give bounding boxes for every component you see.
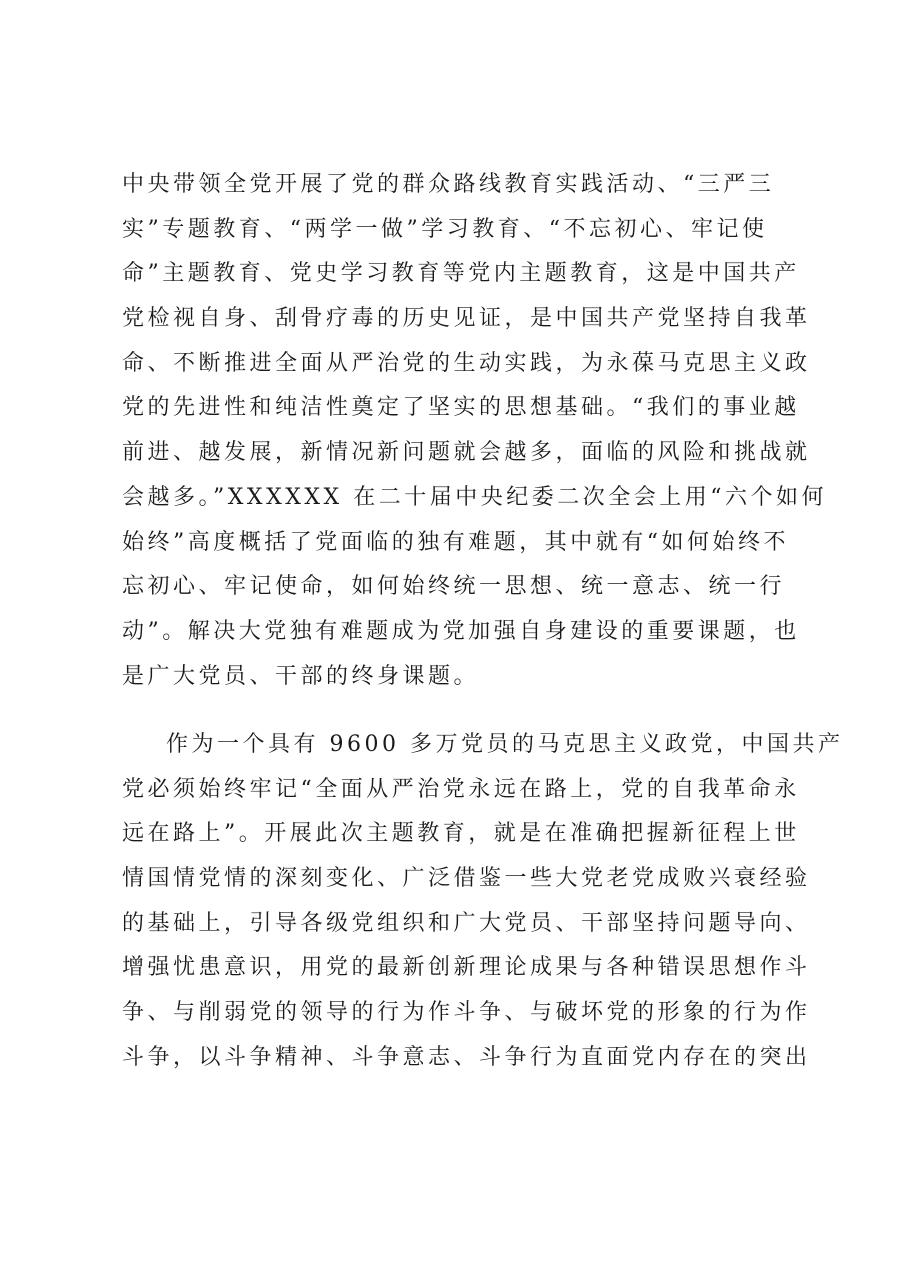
paragraph-line: 中央带领全党开展了党的群众路线教育实践活动、“三严三 bbox=[122, 172, 775, 197]
paragraph-line: 动”。解决大党独有难题成为党加强自身建设的重要课题，也 bbox=[122, 618, 800, 644]
paragraph-line: 忘初心、牢记使命，如何始终统一思想、统一意志、统一行 bbox=[122, 574, 786, 600]
paragraph-line: 命、不断推进全面从严治党的生动实践，为永葆马克思主义政 bbox=[122, 350, 811, 376]
paragraph-line: 命”主题教育、党史学习教育等党内主题教育，这是中国共产 bbox=[122, 261, 800, 287]
paragraph-1 bbox=[122, 163, 827, 699]
paragraph-line: 是广大党员、干部的终身课题。 bbox=[122, 663, 480, 689]
paragraph-line: 的基础上，引导各级党组织和广大党员、干部坚持问题导向、 bbox=[122, 910, 811, 936]
paragraph-line: 斗争，以斗争精神、斗争意志、斗争行为直面党内存在的突出 bbox=[122, 1044, 811, 1070]
paragraph-line: 争、与削弱党的领导的行为作斗争、与破坏党的形象的行为作 bbox=[122, 1000, 811, 1026]
paragraph-line: 党检视自身、刮骨疗毒的历史见证，是中国共产党坚持自我革 bbox=[122, 306, 811, 332]
paragraph-2 bbox=[122, 723, 844, 1081]
paragraph-line: 始终”高度概括了党面临的独有难题，其中就有“如何始终不 bbox=[122, 529, 789, 555]
paragraph-line: 党必须始终牢记“全面从严治党永远在路上，党的自我革命永 bbox=[122, 776, 800, 802]
paragraph-line: 前进、越发展，新情况新问题就会越多，面临的风险和挑战就 bbox=[122, 440, 811, 466]
paragraph-line: 会越多。”XXXXXX 在二十届中央纪委二次全会上用“六个如何 bbox=[122, 484, 827, 510]
paragraph-line: 党的先进性和纯洁性奠定了坚实的思想基础。“我们的事业越 bbox=[122, 395, 800, 421]
paragraph-line: 实”专题教育、“两学一做”学习教育、“不忘初心、牢记使 bbox=[122, 216, 768, 242]
paragraph-first-line: 作为一个具有 9600 多万党员的马克思主义政党，中国共产 bbox=[166, 732, 844, 757]
paragraph-line: 远在路上”。开展此次主题教育，就是在准确把握新征程上世 bbox=[122, 821, 800, 847]
paragraph-line: 增强忧患意识，用党的最新创新理论成果与各种错误思想作斗 bbox=[122, 955, 811, 981]
paragraph-line: 情国情党情的深刻变化、广泛借鉴一些大党老党成败兴衰经验 bbox=[122, 866, 811, 892]
